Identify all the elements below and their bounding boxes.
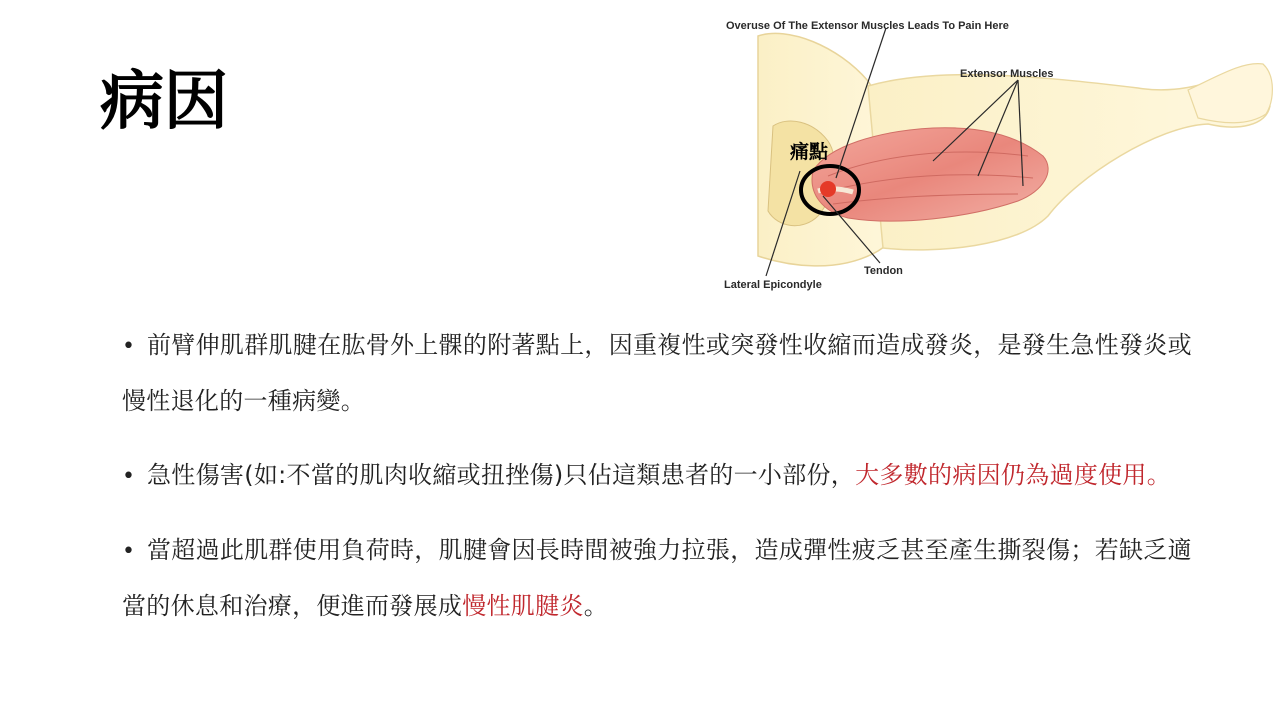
label-pain-point: 痛點	[790, 141, 829, 163]
label-overuse: Overuse Of The Extensor Muscles Leads To Pain Here	[726, 20, 1009, 32]
bullet-icon: •	[122, 464, 136, 489]
bullet-highlight: 大多數的病因仍為過度使用。	[855, 461, 1172, 489]
bullet-icon: •	[122, 334, 136, 359]
bullet-highlight: 慢性肌腱炎	[462, 592, 584, 620]
slide-title: 病因	[100, 65, 228, 139]
elbow-anatomy-svg	[718, 6, 1280, 302]
bullet-tail: 。	[583, 592, 609, 620]
elbow-anatomy-illustration	[718, 6, 1280, 302]
bullet-text: 急性傷害(如:不當的肌肉收縮或扭挫傷)只佔這類患者的一小部份，	[147, 461, 856, 489]
bullet-item-3	[122, 523, 1212, 634]
bullet-text: 當超過此肌群使用負荷時，肌腱會因長時間被強力拉張，造成彈性疲乏甚至產生撕裂傷；若缺乏適當的休息和治療，便進而發展成	[122, 536, 1192, 620]
bullet-list	[122, 318, 1212, 653]
bullet-icon: •	[122, 539, 136, 564]
label-extensor-muscles: Extensor Muscles	[960, 68, 1054, 80]
label-tendon: Tendon	[864, 265, 903, 277]
hand-skin	[1188, 64, 1272, 123]
label-lateral-epicondyle: Lateral Epicondyle	[724, 279, 822, 291]
bullet-text: 前臂伸肌群肌腱在肱骨外上髁的附著點上，因重複性或突發性收縮而造成發炎，是發生急性發炎或慢性退化的一種病變。	[122, 331, 1192, 415]
pain-spot	[820, 181, 836, 197]
bullet-item-1	[122, 318, 1212, 429]
bullet-item-2	[122, 448, 1212, 504]
